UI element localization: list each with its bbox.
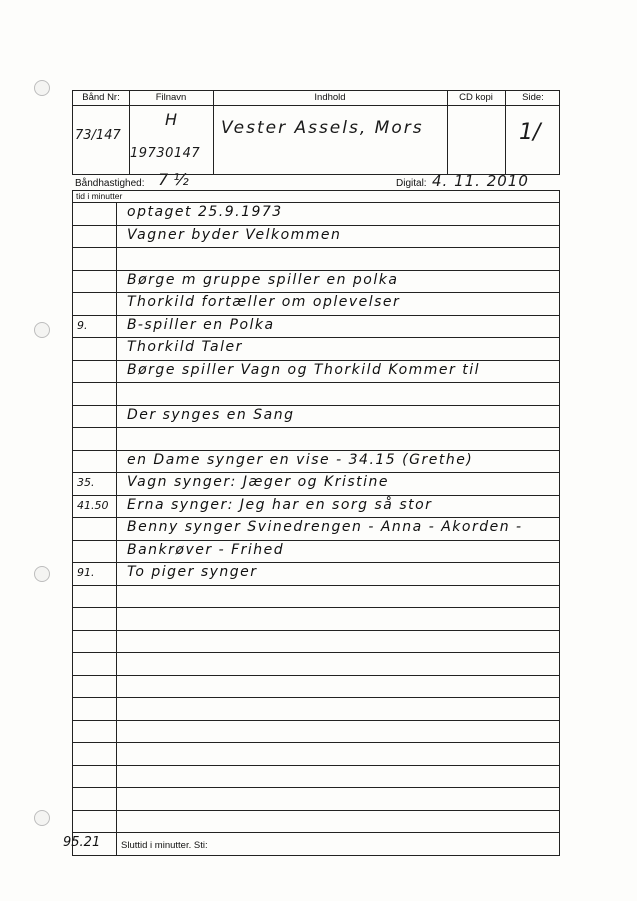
time-value: 91. [77,566,95,579]
content-value: Børge spiller Vagn og Thorkild Kommer til [127,361,480,378]
time-cell [73,721,117,743]
content-value: Børge m gruppe spiller en polka [127,271,399,288]
table-row [73,293,559,316]
content-value: Thorkild Taler [127,339,243,355]
digital-value: 4. 11. 2010 [432,172,529,190]
time-cell [73,406,117,428]
cd-kopi-label: CD kopi [459,92,493,103]
time-cell [73,248,117,270]
table-row [73,698,559,721]
table-row [73,316,559,339]
side-label: Side: [522,92,544,103]
time-cell [73,226,117,248]
punch-hole [34,80,50,96]
side-value: 1/ [519,120,541,145]
table-row [73,496,559,519]
table-row [73,451,559,474]
time-cell [73,676,117,698]
time-cell [73,383,117,405]
band-speed-label: Båndhastighed: [75,178,145,189]
speed-line [72,170,560,190]
table-row [73,338,559,361]
table-row [73,676,559,699]
table-row [73,518,559,541]
time-cell [73,293,117,315]
table-row [73,811,559,834]
indhold-value: Vester Assels, Mors [221,118,424,138]
tape-header [72,90,560,175]
table-row [73,473,559,496]
table-row [73,631,559,654]
time-cell [73,518,117,540]
time-cell [73,541,117,563]
content-value: Bankrøver - Frihed [127,541,285,558]
content-value: Thorkild fortæller om oplevelser [127,294,401,310]
time-cell [73,473,117,495]
punch-hole [34,322,50,338]
time-cell [73,496,117,518]
content-value: en Dame synger en vise - 34.15 (Grethe) [127,451,474,468]
band-nr-label: Bånd Nr: [82,92,120,103]
time-cell [73,451,117,473]
content-table [63,190,560,856]
header-labels [72,90,560,106]
time-value: 41.50 [77,498,109,512]
time-cell [73,586,117,608]
table-row [73,428,559,451]
table-row [73,226,559,249]
time-cell [73,788,117,810]
filnavn-letter: H [165,110,178,129]
content-value: Vagner byder Velkommen [127,226,342,243]
time-value: 9. [77,318,88,332]
content-value: optaget 25.9.1973 [127,204,283,220]
content-value: Benny synger Svinedrengen - Anna - Akorden - [127,519,523,535]
time-cell [73,316,117,338]
table-row [73,383,559,406]
table-row [73,248,559,271]
header-values [72,106,560,175]
table-row [73,721,559,744]
time-cell [73,271,117,293]
digital-label: Digital: [396,178,427,189]
band-speed-value: 7 ½ [158,170,189,189]
filnavn-value: 19730147 [130,146,201,161]
table-row [73,271,559,294]
content-value: Der synges en Sang [127,406,295,423]
table-row [73,766,559,789]
content-value: To piger synger [127,564,258,580]
band-nr-value: 73/147 [75,128,121,143]
time-cell [73,653,117,675]
table-rows [73,203,559,833]
table-row [73,653,559,676]
table-row [73,563,559,586]
filnavn-label: Filnavn [155,92,187,103]
time-cell [73,428,117,450]
table-row [73,586,559,609]
time-cell [73,811,117,833]
time-column-header: tid i minutter [73,191,559,203]
indhold-label: Indhold [314,92,346,103]
time-cell [73,743,117,765]
time-cell [73,203,117,225]
table-row [73,361,559,384]
time-cell [73,563,117,585]
content-value: Vagn synger: Jæger og Kristine [127,474,389,490]
footer-label: Sluttid i minutter. Sti: [121,840,208,851]
content-value: B-spiller en Polka [127,316,275,333]
table-row [73,608,559,631]
punch-hole [34,566,50,582]
time-cell [73,766,117,788]
time-cell [73,608,117,630]
table-row [73,541,559,564]
table-row [73,788,559,811]
content-value: Erna synger: Jeg har en sorg så stor [127,496,433,513]
footer-time-cell [63,833,117,855]
time-cell [73,361,117,383]
time-cell [73,698,117,720]
time-value: 35. [77,476,95,489]
table-row [73,743,559,766]
footer-time: 95.21 [63,835,101,850]
table-row [73,406,559,429]
time-cell [73,631,117,653]
time-cell [73,338,117,360]
footer-row [63,833,559,856]
punch-hole [34,810,50,826]
table-row [73,203,559,226]
